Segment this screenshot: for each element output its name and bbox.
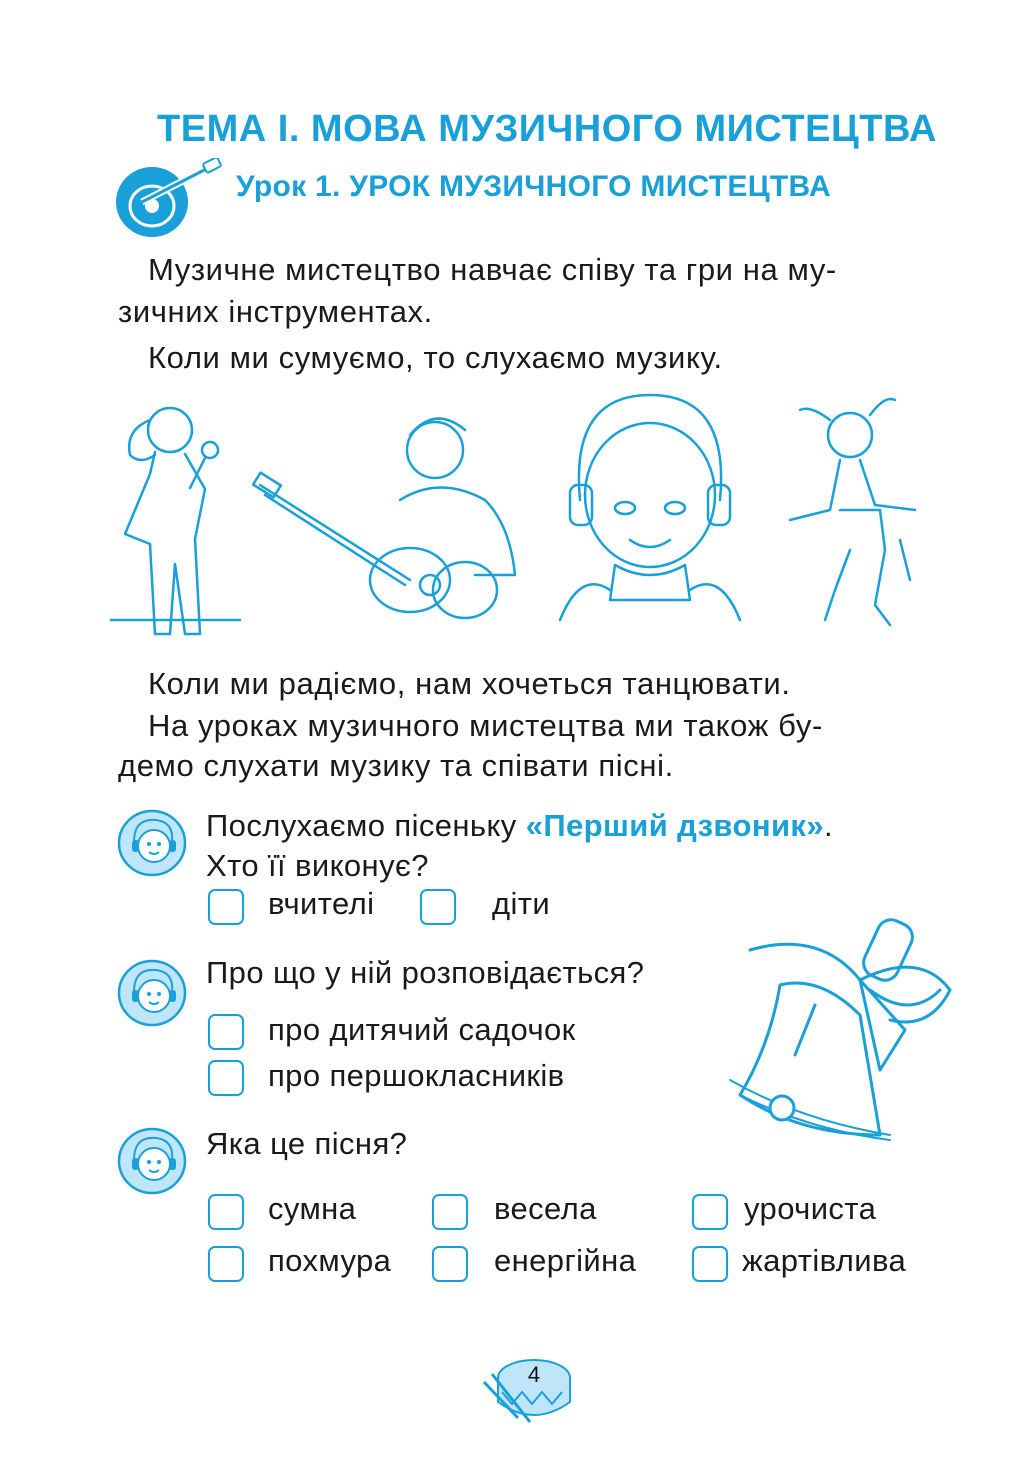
checkbox-gloomy[interactable] xyxy=(208,1246,244,1282)
option-kindergarten: про дитячий садочок xyxy=(268,1012,576,1047)
listening-child-icon xyxy=(114,958,190,1028)
option-energetic: енергійна xyxy=(494,1243,637,1278)
boy-with-guitar-illustration xyxy=(253,419,515,618)
checkbox-cheerful[interactable] xyxy=(432,1194,468,1230)
checkbox-playful[interactable] xyxy=(692,1246,728,1282)
dancing-girl-illustration xyxy=(790,399,915,625)
checkbox-energetic[interactable] xyxy=(432,1246,468,1282)
paragraph-3: Коли ми радіємо, нам хочеться танцювати. xyxy=(148,666,791,701)
option-gloomy: похмура xyxy=(268,1243,392,1278)
paragraph-4-line-2: демо слухати музику та співати пісні. xyxy=(118,748,674,783)
children-music-illustrations xyxy=(110,390,950,650)
song-title: «Перший дзвоник» xyxy=(525,808,824,843)
question-3-text: Яка це пісня? xyxy=(206,1126,408,1161)
question-1-line-1 xyxy=(206,808,833,844)
checkbox-solemn[interactable] xyxy=(692,1194,728,1230)
guitar-icon xyxy=(112,158,224,244)
checkbox-teachers[interactable] xyxy=(208,889,244,925)
intro-paragraph-1-line-1: Музичне мистецтво навчає співу та гри на му- xyxy=(148,252,837,287)
lesson-title: Урок 1. УРОК МУЗИЧНОГО МИСТЕЦТВА xyxy=(236,170,831,203)
listening-child-icon xyxy=(114,1126,190,1196)
singing-girl-illustration xyxy=(110,408,240,634)
intro-paragraph-1-line-2: зичних інструментах. xyxy=(118,294,433,329)
intro-paragraph-2: Коли ми сумуємо, то слухаємо музику. xyxy=(148,340,723,375)
topic-title: ТЕМА І. МОВА МУЗИЧНОГО МИСТЕЦТВА xyxy=(157,108,937,150)
checkbox-sad[interactable] xyxy=(208,1194,244,1230)
option-sad: сумна xyxy=(268,1191,357,1226)
question-1-suffix: . xyxy=(823,808,833,843)
checkbox-kindergarten[interactable] xyxy=(208,1014,244,1050)
question-2-text: Про що у ній розповідається? xyxy=(206,955,645,990)
paragraph-4-line-1: На уроках музичного мистецтва ми також бу- xyxy=(148,708,823,743)
option-children: діти xyxy=(492,886,551,921)
page-number: 4 xyxy=(527,1362,541,1387)
option-cheerful: весела xyxy=(494,1191,597,1226)
listening-child-icon xyxy=(114,808,190,878)
question-1-line-2: Хто її виконує? xyxy=(206,848,429,883)
checkbox-children[interactable] xyxy=(420,889,456,925)
option-solemn: урочиста xyxy=(744,1191,877,1226)
option-playful: жартівлива xyxy=(742,1243,907,1278)
checkbox-first-graders[interactable] xyxy=(208,1060,244,1096)
option-first-graders: про першокласників xyxy=(268,1058,565,1093)
question-1-prefix: Послухаємо пісеньку xyxy=(206,808,526,843)
child-with-headphones-illustration xyxy=(560,395,740,620)
option-teachers: вчителі xyxy=(268,886,375,921)
bell-illustration xyxy=(720,910,960,1150)
